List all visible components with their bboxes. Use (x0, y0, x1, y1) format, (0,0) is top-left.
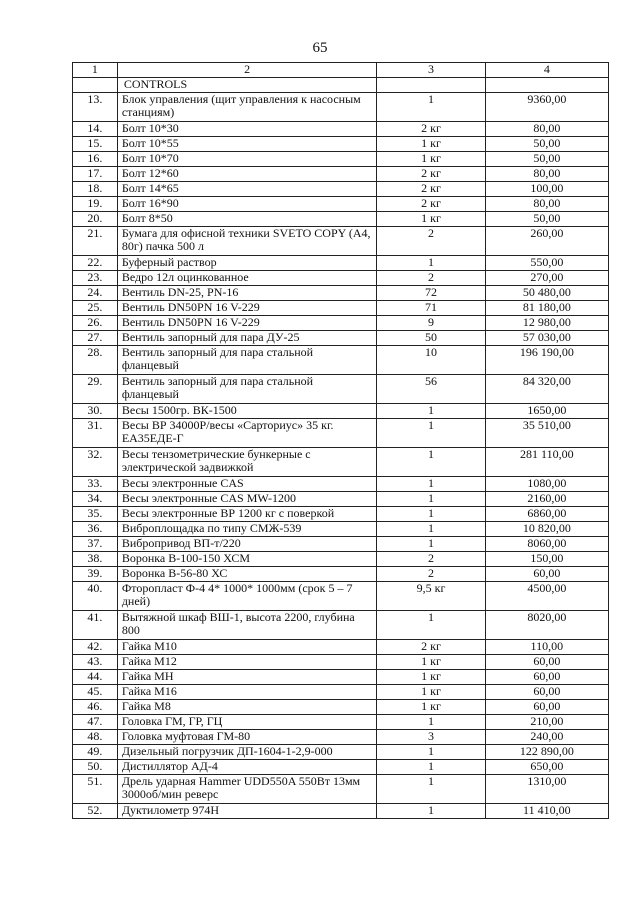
row-number: 14. (73, 122, 118, 137)
table-row (73, 419, 609, 448)
item-quantity: 1 (377, 760, 485, 775)
header-col-1: 1 (73, 63, 118, 78)
item-price: 110,00 (485, 640, 608, 655)
row-number: 29. (73, 375, 118, 404)
item-name: Болт 12*60 (117, 167, 377, 182)
item-price: 50 480,00 (485, 286, 608, 301)
item-price: 100,00 (485, 182, 608, 197)
item-quantity: 71 (377, 301, 485, 316)
item-name: Гайка М16 (117, 685, 377, 700)
item-price: 8020,00 (485, 611, 608, 640)
row-number: 33. (73, 477, 118, 492)
header-col-4: 4 (485, 63, 608, 78)
section-title: CONTROLS (117, 78, 377, 93)
item-price: 84 320,00 (485, 375, 608, 404)
table-row (73, 582, 609, 611)
row-number: 19. (73, 197, 118, 212)
item-price: 60,00 (485, 685, 608, 700)
item-quantity: 1 (377, 745, 485, 760)
item-price: 210,00 (485, 715, 608, 730)
item-name: Дрель ударная Hammer UDD550A 550Вт 13мм 3000об/мин реверс (117, 775, 377, 804)
item-price: 150,00 (485, 552, 608, 567)
item-name: Болт 14*65 (117, 182, 377, 197)
item-price: 550,00 (485, 256, 608, 271)
item-quantity: 1 (377, 477, 485, 492)
item-price: 80,00 (485, 122, 608, 137)
row-number: 46. (73, 700, 118, 715)
table-row (73, 730, 609, 745)
row-number: 49. (73, 745, 118, 760)
row-number: 24. (73, 286, 118, 301)
item-price: 10 820,00 (485, 522, 608, 537)
header-col-3: 3 (377, 63, 485, 78)
item-name: Дуктилометр 974Н (117, 804, 377, 819)
row-number: 41. (73, 611, 118, 640)
table-row (73, 700, 609, 715)
table-row (73, 760, 609, 775)
item-price: 81 180,00 (485, 301, 608, 316)
item-price: 6860,00 (485, 507, 608, 522)
table-row (73, 301, 609, 316)
table-row (73, 611, 609, 640)
table-row (73, 477, 609, 492)
row-number: 26. (73, 316, 118, 331)
item-name: Весы 1500гр. ВК-1500 (117, 404, 377, 419)
table-row (73, 122, 609, 137)
row-number: 43. (73, 655, 118, 670)
table-row (73, 375, 609, 404)
item-name: Болт 16*90 (117, 197, 377, 212)
item-name: Головка ГМ, ГР, ГЦ (117, 715, 377, 730)
table-row (73, 404, 609, 419)
row-number: 25. (73, 301, 118, 316)
table-row (73, 152, 609, 167)
table-row (73, 271, 609, 286)
section-number-cell (73, 78, 118, 93)
item-price: 1650,00 (485, 404, 608, 419)
item-name: Гайка М8 (117, 700, 377, 715)
item-price: 11 410,00 (485, 804, 608, 819)
item-quantity: 2 (377, 552, 485, 567)
table-row (73, 167, 609, 182)
item-quantity: 2 кг (377, 640, 485, 655)
item-quantity: 2 кг (377, 197, 485, 212)
item-quantity: 2 кг (377, 182, 485, 197)
item-quantity: 1 кг (377, 670, 485, 685)
item-price: 122 890,00 (485, 745, 608, 760)
item-name: Виброплощадка по типу СМЖ-539 (117, 522, 377, 537)
item-price: 50,00 (485, 137, 608, 152)
item-name: Болт 8*50 (117, 212, 377, 227)
table-row (73, 256, 609, 271)
item-quantity: 3 (377, 730, 485, 745)
item-price: 260,00 (485, 227, 608, 256)
table-row (73, 492, 609, 507)
row-number: 30. (73, 404, 118, 419)
item-name: Вентиль запорный для пара стальной фланцевый (117, 375, 377, 404)
header-row (73, 63, 609, 78)
table-row (73, 331, 609, 346)
table-row (73, 655, 609, 670)
item-price: 12 980,00 (485, 316, 608, 331)
table-row (73, 552, 609, 567)
row-number: 36. (73, 522, 118, 537)
item-name: Ведро 12л оцинкованное (117, 271, 377, 286)
item-name: Фторопласт Ф-4 4* 1000* 1000мм (срок 5 – 7 дней) (117, 582, 377, 611)
item-quantity: 9,5 кг (377, 582, 485, 611)
item-name: Воронка В-100-150 ХСМ (117, 552, 377, 567)
item-price: 60,00 (485, 655, 608, 670)
row-number: 27. (73, 331, 118, 346)
table-row (73, 745, 609, 760)
row-number: 40. (73, 582, 118, 611)
section-price-cell (485, 78, 608, 93)
item-quantity: 2 (377, 271, 485, 286)
row-number: 47. (73, 715, 118, 730)
item-name: Гайка М10 (117, 640, 377, 655)
item-name: Болт 10*55 (117, 137, 377, 152)
item-quantity: 1 (377, 715, 485, 730)
item-quantity: 1 (377, 522, 485, 537)
row-number: 21. (73, 227, 118, 256)
item-price: 80,00 (485, 167, 608, 182)
item-price: 80,00 (485, 197, 608, 212)
item-quantity: 2 (377, 227, 485, 256)
item-name: Весы электронные CAS MW-1200 (117, 492, 377, 507)
item-price: 240,00 (485, 730, 608, 745)
item-price: 650,00 (485, 760, 608, 775)
row-number: 17. (73, 167, 118, 182)
row-number: 32. (73, 448, 118, 477)
row-number: 37. (73, 537, 118, 552)
section-row (73, 78, 609, 93)
row-number: 44. (73, 670, 118, 685)
item-quantity: 1 кг (377, 685, 485, 700)
row-number: 16. (73, 152, 118, 167)
item-price: 35 510,00 (485, 419, 608, 448)
row-number: 51. (73, 775, 118, 804)
item-name: Вентиль DN50PN 16 V-229 (117, 316, 377, 331)
item-name: Вентиль запорный для пара ДУ-25 (117, 331, 377, 346)
item-quantity: 1 (377, 256, 485, 271)
table-row (73, 227, 609, 256)
item-name: Вентиль DN50PN 16 V-229 (117, 301, 377, 316)
item-price: 57 030,00 (485, 331, 608, 346)
page-number: 65 (312, 40, 328, 56)
table-row (73, 567, 609, 582)
item-price: 4500,00 (485, 582, 608, 611)
item-price: 1080,00 (485, 477, 608, 492)
item-quantity: 10 (377, 346, 485, 375)
row-number: 38. (73, 552, 118, 567)
table-row (73, 640, 609, 655)
item-name: Вытяжной шкаф ВШ-1, высота 2200, глубина 800 (117, 611, 377, 640)
table-row (73, 775, 609, 804)
item-quantity: 1 кг (377, 152, 485, 167)
row-number: 50. (73, 760, 118, 775)
table-row (73, 448, 609, 477)
item-name: Весы тензометрические бункерные с электрической задвижкой (117, 448, 377, 477)
item-name: Вибропривод ВП-т/220 (117, 537, 377, 552)
item-name: Воронка В-56-80 ХС (117, 567, 377, 582)
item-quantity: 2 кг (377, 167, 485, 182)
row-number: 48. (73, 730, 118, 745)
item-quantity: 1 (377, 537, 485, 552)
item-quantity: 1 (377, 419, 485, 448)
item-name: Гайка МН (117, 670, 377, 685)
item-quantity: 50 (377, 331, 485, 346)
item-price: 60,00 (485, 700, 608, 715)
item-quantity: 2 (377, 567, 485, 582)
item-name: Весы ВР 34000Р/весы «Сарториус» 35 кг. ЕА35ЕДЕ-Г (117, 419, 377, 448)
row-number: 15. (73, 137, 118, 152)
item-name: Весы электронные CAS (117, 477, 377, 492)
item-price: 8060,00 (485, 537, 608, 552)
item-price: 281 110,00 (485, 448, 608, 477)
item-price: 50,00 (485, 152, 608, 167)
item-quantity: 1 кг (377, 137, 485, 152)
item-quantity: 1 (377, 775, 485, 804)
item-name: Гайка М12 (117, 655, 377, 670)
item-quantity: 1 кг (377, 212, 485, 227)
row-number: 23. (73, 271, 118, 286)
table-row (73, 316, 609, 331)
table-row (73, 93, 609, 122)
item-name: Вентиль запорный для пара стальной фланцевый (117, 346, 377, 375)
table-row (73, 685, 609, 700)
table-row (73, 137, 609, 152)
row-number: 39. (73, 567, 118, 582)
item-quantity: 56 (377, 375, 485, 404)
item-quantity: 2 кг (377, 122, 485, 137)
item-quantity: 1 (377, 93, 485, 122)
row-number: 20. (73, 212, 118, 227)
table-row (73, 182, 609, 197)
item-quantity: 1 (377, 404, 485, 419)
item-name: Буферный раствор (117, 256, 377, 271)
table-row (73, 537, 609, 552)
table-row (73, 670, 609, 685)
item-name: Блок управления (щит управления к насосным станциям) (117, 93, 377, 122)
item-name: Бумага для офисной техники SVETO COPY (А4, 80г) пачка 500 л (117, 227, 377, 256)
table-row (73, 507, 609, 522)
table-row (73, 522, 609, 537)
row-number: 28. (73, 346, 118, 375)
table-row (73, 804, 609, 819)
table-body (73, 78, 609, 819)
item-quantity: 1 (377, 492, 485, 507)
table-row (73, 197, 609, 212)
item-quantity: 72 (377, 286, 485, 301)
item-quantity: 1 кг (377, 655, 485, 670)
row-number: 35. (73, 507, 118, 522)
table-row (73, 212, 609, 227)
item-name: Болт 10*70 (117, 152, 377, 167)
item-price: 60,00 (485, 567, 608, 582)
item-quantity: 1 (377, 611, 485, 640)
row-number: 22. (73, 256, 118, 271)
item-price: 196 190,00 (485, 346, 608, 375)
item-name: Головка муфтовая ГМ-80 (117, 730, 377, 745)
item-price: 2160,00 (485, 492, 608, 507)
item-quantity: 9 (377, 316, 485, 331)
item-price: 50,00 (485, 212, 608, 227)
item-price: 1310,00 (485, 775, 608, 804)
table-header (73, 63, 609, 78)
item-price: 9360,00 (485, 93, 608, 122)
item-quantity: 1 (377, 507, 485, 522)
section-qty-cell (377, 78, 485, 93)
item-name: Вентиль DN-25, PN-16 (117, 286, 377, 301)
table-row (73, 346, 609, 375)
row-number: 52. (73, 804, 118, 819)
row-number: 13. (73, 93, 118, 122)
item-price: 60,00 (485, 670, 608, 685)
row-number: 45. (73, 685, 118, 700)
item-name: Дизельный погрузчик ДП-1604-1-2,9-000 (117, 745, 377, 760)
item-quantity: 1 (377, 448, 485, 477)
item-price: 270,00 (485, 271, 608, 286)
row-number: 18. (73, 182, 118, 197)
item-name: Болт 10*30 (117, 122, 377, 137)
row-number: 42. (73, 640, 118, 655)
items-table (72, 62, 609, 819)
item-quantity: 1 кг (377, 700, 485, 715)
item-name: Весы электронные ВР 1200 кг с поверкой (117, 507, 377, 522)
row-number: 31. (73, 419, 118, 448)
header-col-2: 2 (117, 63, 377, 78)
row-number: 34. (73, 492, 118, 507)
table-row (73, 286, 609, 301)
item-name: Дистиллятор АД-4 (117, 760, 377, 775)
item-quantity: 1 (377, 804, 485, 819)
table-row (73, 715, 609, 730)
